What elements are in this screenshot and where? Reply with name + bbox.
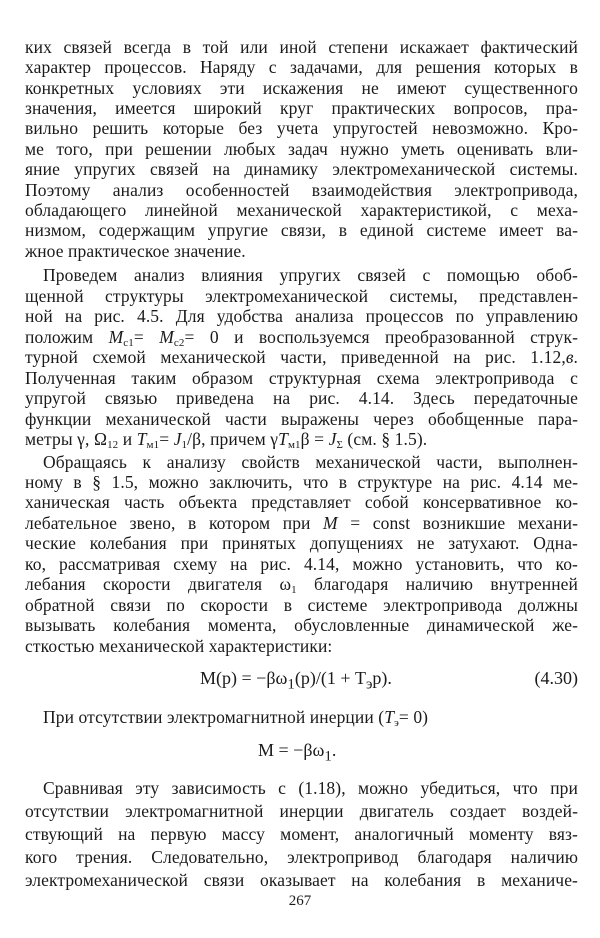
text-run: положим	[25, 327, 109, 347]
math-symbol: T	[278, 429, 288, 449]
text-line: Сравнивая эту зависимость с (1.18), можно убедиться, что при	[43, 778, 578, 798]
text-line: ких связей всегда в той или иной степени искажает фактический	[25, 37, 578, 57]
math-symbol: M	[108, 327, 124, 347]
text-line: Обращаясь к анализу свойств механической части, выполнен-	[43, 452, 578, 472]
math-symbol: p	[222, 668, 232, 688]
text-line: жное практическое значение.	[25, 241, 246, 261]
text-run: лебания скорости двигателя ω	[25, 574, 292, 594]
text-run: .	[573, 347, 578, 367]
page-number: 267	[288, 893, 312, 909]
equation-simple	[258, 740, 336, 766]
equation-number: (4.30)	[534, 668, 578, 688]
subscript: э	[394, 717, 399, 729]
subscript: Σ	[336, 439, 343, 451]
text-line: ной на рис. 4.5. Для удобства анализа процессов по управлению	[25, 306, 578, 326]
text-line: ко, рассматривая схему на рис. 4.14, можно установить, что ко-	[25, 554, 578, 574]
text-run: (	[216, 668, 223, 688]
text-run: ) = −βω	[231, 668, 288, 688]
text-line: щенной структуры электромеханической системы, представлен-	[25, 286, 578, 306]
text-run: турной схемой механической части, приведенной на рис. 1.12,	[25, 347, 566, 367]
text-line: яние упругих связей на динамику электромеханической системы.	[25, 159, 578, 179]
subscript: c1	[123, 337, 134, 349]
text-line: Проведем анализ влияния упругих связей с помощью обоб-	[43, 265, 578, 285]
text-run: метры γ, Ω	[25, 429, 108, 449]
math-symbol: T	[384, 707, 395, 727]
text-line: обратной связи по скорости в системе электропривода должны	[25, 595, 578, 615]
text-line: электромеханической связи оказывает на колебания в механиче-	[25, 870, 578, 890]
text-run: )/(1 +	[309, 668, 355, 688]
text-line: упругой связью приведена на рис. 4.14. Здесь передаточные	[25, 388, 578, 408]
text-run: .	[331, 740, 337, 760]
text-run: При отсутствии электромагнитной инерции (	[43, 707, 385, 727]
text-line: вызывать колебания момента, обусловленные динамической же-	[25, 615, 578, 635]
text-run: ).	[381, 668, 392, 688]
text-line: значения, имеется широкий круг практических вопросов, пра-	[25, 98, 578, 118]
text-line: ханическая часть объекта представляет собой консервативное ко-	[25, 492, 578, 512]
text-line	[25, 429, 578, 449]
subscript: 1	[291, 584, 297, 596]
text-line	[25, 327, 578, 347]
subscript: м1	[146, 439, 160, 451]
text-line	[25, 347, 578, 367]
text-run: = 0)	[398, 707, 429, 727]
text-run: благодаря наличию внутренней	[296, 574, 578, 594]
text-line	[25, 574, 578, 594]
math-symbol: M	[159, 327, 174, 347]
text-line: характер процессов. Наряду с задачами, для решения которых в	[25, 57, 578, 77]
math-symbol: T	[136, 429, 147, 449]
subscript: c2	[173, 337, 185, 349]
text-line: ме того, при решении любых задач нужно уметь оценивать вли-	[25, 139, 578, 159]
text-run: =	[159, 429, 174, 449]
math-symbol: M	[200, 668, 217, 688]
text-run: = 0 и воспользуемся преобразованной струк-	[184, 327, 579, 347]
text-run: лебательное звено, в котором при	[25, 513, 324, 533]
text-line: низмом, содержащим упругие связи, в единой системе имеет ва-	[25, 220, 578, 240]
text-run: /β, причем γ	[187, 429, 279, 449]
math-symbol: T	[354, 668, 366, 688]
subscript: 1	[324, 748, 332, 765]
subscript: 1	[287, 676, 295, 693]
text-run: =	[133, 327, 160, 347]
math-symbol: в	[565, 347, 574, 367]
text-line: функции механической части выражены через обобщенные пара-	[25, 409, 578, 429]
math-symbol: M	[323, 513, 338, 533]
text-line: ствующий на первую массу момент, аналогичный моменту вяз-	[25, 824, 578, 844]
text-line	[25, 513, 578, 533]
text-line: Полученная таким образом структурная схема электропривода с	[25, 368, 578, 388]
text-run: (см. § 1.5).	[342, 429, 428, 449]
text-line: ному в § 1.5, можно заключить, что в структуре на рис. 4.14 ме-	[25, 472, 578, 492]
subscript: 1	[181, 439, 188, 451]
text-line: ческие колебания при принятых допущениях не затухают. Одна-	[25, 533, 578, 553]
text-line: конкретных условиях эти искажения не имеют существенного	[25, 78, 578, 98]
text-line: вильно решить которые без учета упругостей невозможно. Кро-	[25, 118, 578, 138]
equation-4-30	[200, 668, 392, 694]
text-run: (	[294, 668, 301, 688]
text-line: сткостью механической характеристики:	[25, 636, 333, 656]
text-line: отсутствии электромагнитной инерции двигатель создает воздей-	[25, 801, 578, 821]
math-symbol: J	[173, 429, 182, 449]
text-line: Поэтому анализ особенностей взаимодействия электропривода,	[25, 180, 578, 200]
text-run: и	[118, 429, 137, 449]
math-symbol: J	[328, 429, 337, 449]
text-line	[43, 707, 578, 727]
math-symbol: M	[258, 740, 275, 760]
text-line: обладающего линейной механической характеристикой, с меха-	[25, 200, 578, 220]
text-run: = const возникшие механи-	[337, 513, 578, 533]
subscript: 12	[107, 439, 119, 451]
text-run: β =	[300, 429, 329, 449]
subscript: м1	[287, 439, 301, 451]
math-symbol: p	[372, 668, 382, 688]
subscript: э	[365, 676, 373, 693]
text-run: = −βω	[274, 740, 325, 760]
text-line: кого трения. Следовательно, электропривод благодаря наличию	[25, 847, 578, 867]
math-symbol: p	[300, 668, 310, 688]
